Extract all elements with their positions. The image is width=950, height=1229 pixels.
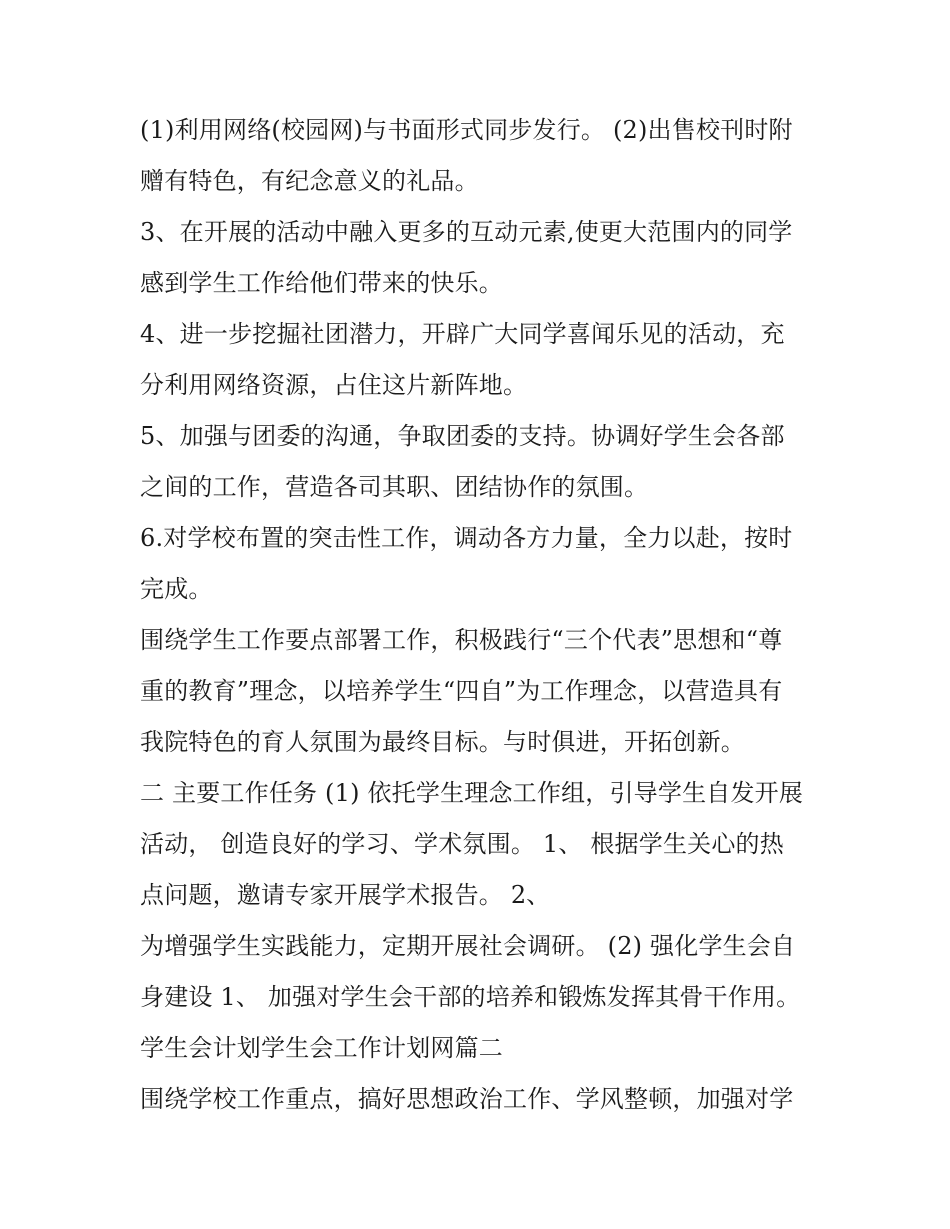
text-line: 之间的工作，营造各司其职、团结协作的氛围。 — [140, 473, 649, 501]
text-line: 赠有特色，有纪念意义的礼品。 — [140, 167, 479, 195]
text-line: 3、在开展的活动中融入更多的互动元素,使更大范围内的同学 — [140, 218, 793, 246]
document-body — [140, 105, 820, 1125]
text-line: 围绕学生工作要点部署工作，积极践行“三个代表”思想和“尊 — [140, 626, 783, 654]
text-line: 4、进一步挖掘社团潜力，开辟广大同学喜闻乐见的活动，充 — [140, 320, 785, 348]
text-line: 学生会计划学生会工作计划网篇二 — [140, 1034, 503, 1062]
text-line: 5、加强与团委的沟通，争取团委的支持。协调好学生会各部 — [140, 422, 785, 450]
text-line: 为增强学生实践能力，定期开展社会调研。 (2) 强化学生会自 — [140, 932, 796, 960]
text-line: 感到学生工作给他们带来的快乐。 — [140, 269, 503, 297]
text-line: 6.对学校布置的突击性工作，调动各方力量，全力以赴，按时 — [140, 524, 793, 552]
text-line: 我院特色的育人氛围为最终目标。与时俱进，开拓创新。 — [140, 728, 745, 756]
text-line: 身建设 1、 加强对学生会干部的培养和锻炼发挥其骨干作用。 — [140, 983, 801, 1011]
text-line: 重的教育”理念，以培养学生“四自”为工作理念，以营造具有 — [140, 677, 783, 705]
text-line: 活动， 创造良好的学习、学术氛围。 1、 根据学生关心的热 — [140, 830, 784, 858]
text-line: 完成。 — [140, 575, 213, 603]
text-line: 分利用网络资源，占住这片新阵地。 — [140, 371, 528, 399]
text-line: (1)利用网络(校园网)与书面形式同步发行。 (2)出售校刊时附 — [140, 116, 793, 144]
text-line: 点问题，邀请专家开展学术报告。 2、 — [140, 881, 551, 909]
text-line: 围绕学校工作重点，搞好思想政治工作、学风整顿，加强对学 — [140, 1085, 794, 1113]
text-line: 二 主要工作任务 (1) 依托学生理念工作组，引导学生自发开展 — [140, 779, 804, 807]
